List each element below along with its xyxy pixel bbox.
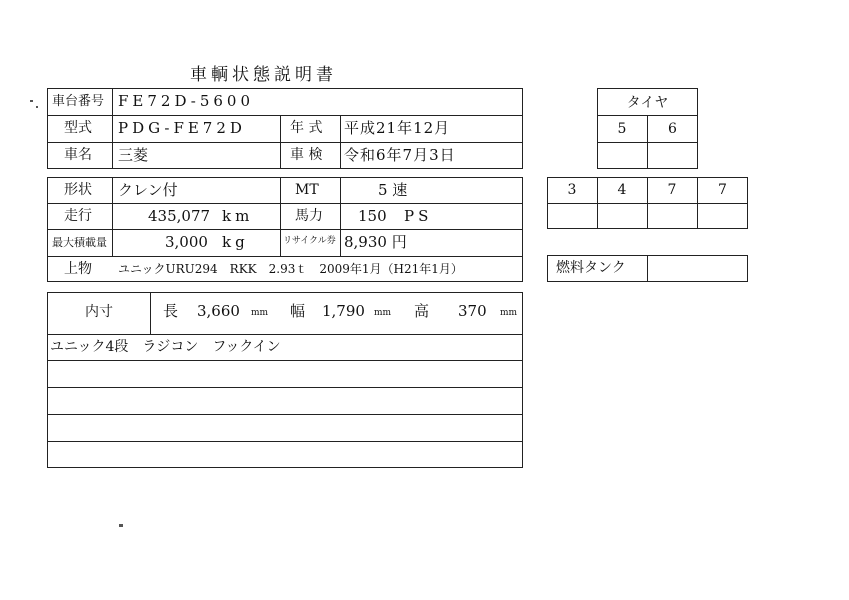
notes-line: ユニック4段 ラジコン フックイン <box>50 339 281 355</box>
height-label: 高 <box>414 302 430 320</box>
year-value: 平成21年12月 <box>344 119 451 137</box>
shape-value: クレン付 <box>118 181 178 199</box>
transmission-label: MT <box>295 182 319 198</box>
chassis-number-label: 車台番号 <box>52 94 105 109</box>
mileage-unit: km <box>222 207 254 225</box>
horsepower-label: 馬力 <box>295 208 323 224</box>
col-divider <box>340 115 341 169</box>
col-divider <box>647 255 648 282</box>
recycle-ticket-value: 8,930 円 <box>344 233 407 251</box>
tire-front-right: 6 <box>668 120 677 137</box>
width-unit: mm <box>374 308 392 318</box>
col-divider <box>150 292 151 334</box>
height-unit: mm <box>500 308 518 318</box>
tire-label: タイヤ <box>626 94 669 111</box>
row-divider <box>47 387 523 388</box>
tire-rear-4: 7 <box>718 182 727 198</box>
length-value: 3,660 <box>197 302 240 320</box>
equipment-label: 上物 <box>64 261 92 277</box>
maker-label: 車名 <box>64 147 92 163</box>
col-divider <box>340 177 341 256</box>
col-divider <box>280 177 281 256</box>
model-label: 型式 <box>64 120 92 136</box>
horsepower-unit: PS <box>404 207 433 225</box>
row-divider <box>47 115 523 116</box>
fuel-tank-label: 燃料タンク <box>556 260 626 276</box>
maker-value: 三菱 <box>118 146 149 164</box>
model-value: PDG-FE72D <box>118 119 246 137</box>
equipment-value: ユニックURU294 RKK 2.93ｔ 2009年1月（H21年1月） <box>118 262 463 276</box>
row-divider <box>47 203 523 204</box>
scan-speck <box>119 524 123 527</box>
recycle-ticket-label: リサイクル券 <box>283 236 336 246</box>
shape-label: 形状 <box>64 182 92 198</box>
inner-dimensions-label: 内寸 <box>85 304 113 320</box>
col-divider <box>280 115 281 169</box>
chassis-number-value: FE72D-5600 <box>118 92 254 110</box>
year-label: 年 式 <box>290 120 323 136</box>
length-unit: mm <box>251 308 269 318</box>
tire-rear-1: 3 <box>567 182 577 198</box>
row-divider <box>47 142 523 143</box>
transmission-value: 5 速 <box>378 181 408 199</box>
row-divider <box>47 334 523 335</box>
mileage-label: 走行 <box>64 208 92 224</box>
tire-front-left: 5 <box>617 120 627 137</box>
length-label: 長 <box>163 302 179 320</box>
col-divider <box>112 177 113 256</box>
row-divider <box>47 360 523 361</box>
max-payload-label: 最大積載量 <box>52 236 107 249</box>
col-divider <box>112 88 113 169</box>
tire-rear-2: 4 <box>617 182 627 198</box>
inspection-label: 車 検 <box>290 147 323 163</box>
scan-speck <box>36 106 38 108</box>
inspection-value: 令和6年7月3日 <box>344 146 456 164</box>
document-title: 車輌状態説明書 <box>190 65 337 85</box>
row-divider <box>47 414 523 415</box>
scan-speck <box>30 100 33 102</box>
row-divider <box>47 441 523 442</box>
max-payload-unit: kg <box>222 233 249 251</box>
width-label: 幅 <box>290 302 306 320</box>
height-value: 370 <box>458 302 487 320</box>
horsepower-value: 150 <box>358 207 387 225</box>
tire-rear-3: 7 <box>667 182 677 198</box>
width-value: 1,790 <box>322 302 365 320</box>
row-divider <box>47 229 523 230</box>
max-payload-value: 3,000 <box>165 233 208 251</box>
row-divider <box>47 256 523 257</box>
mileage-value: 435,077 <box>148 207 211 225</box>
